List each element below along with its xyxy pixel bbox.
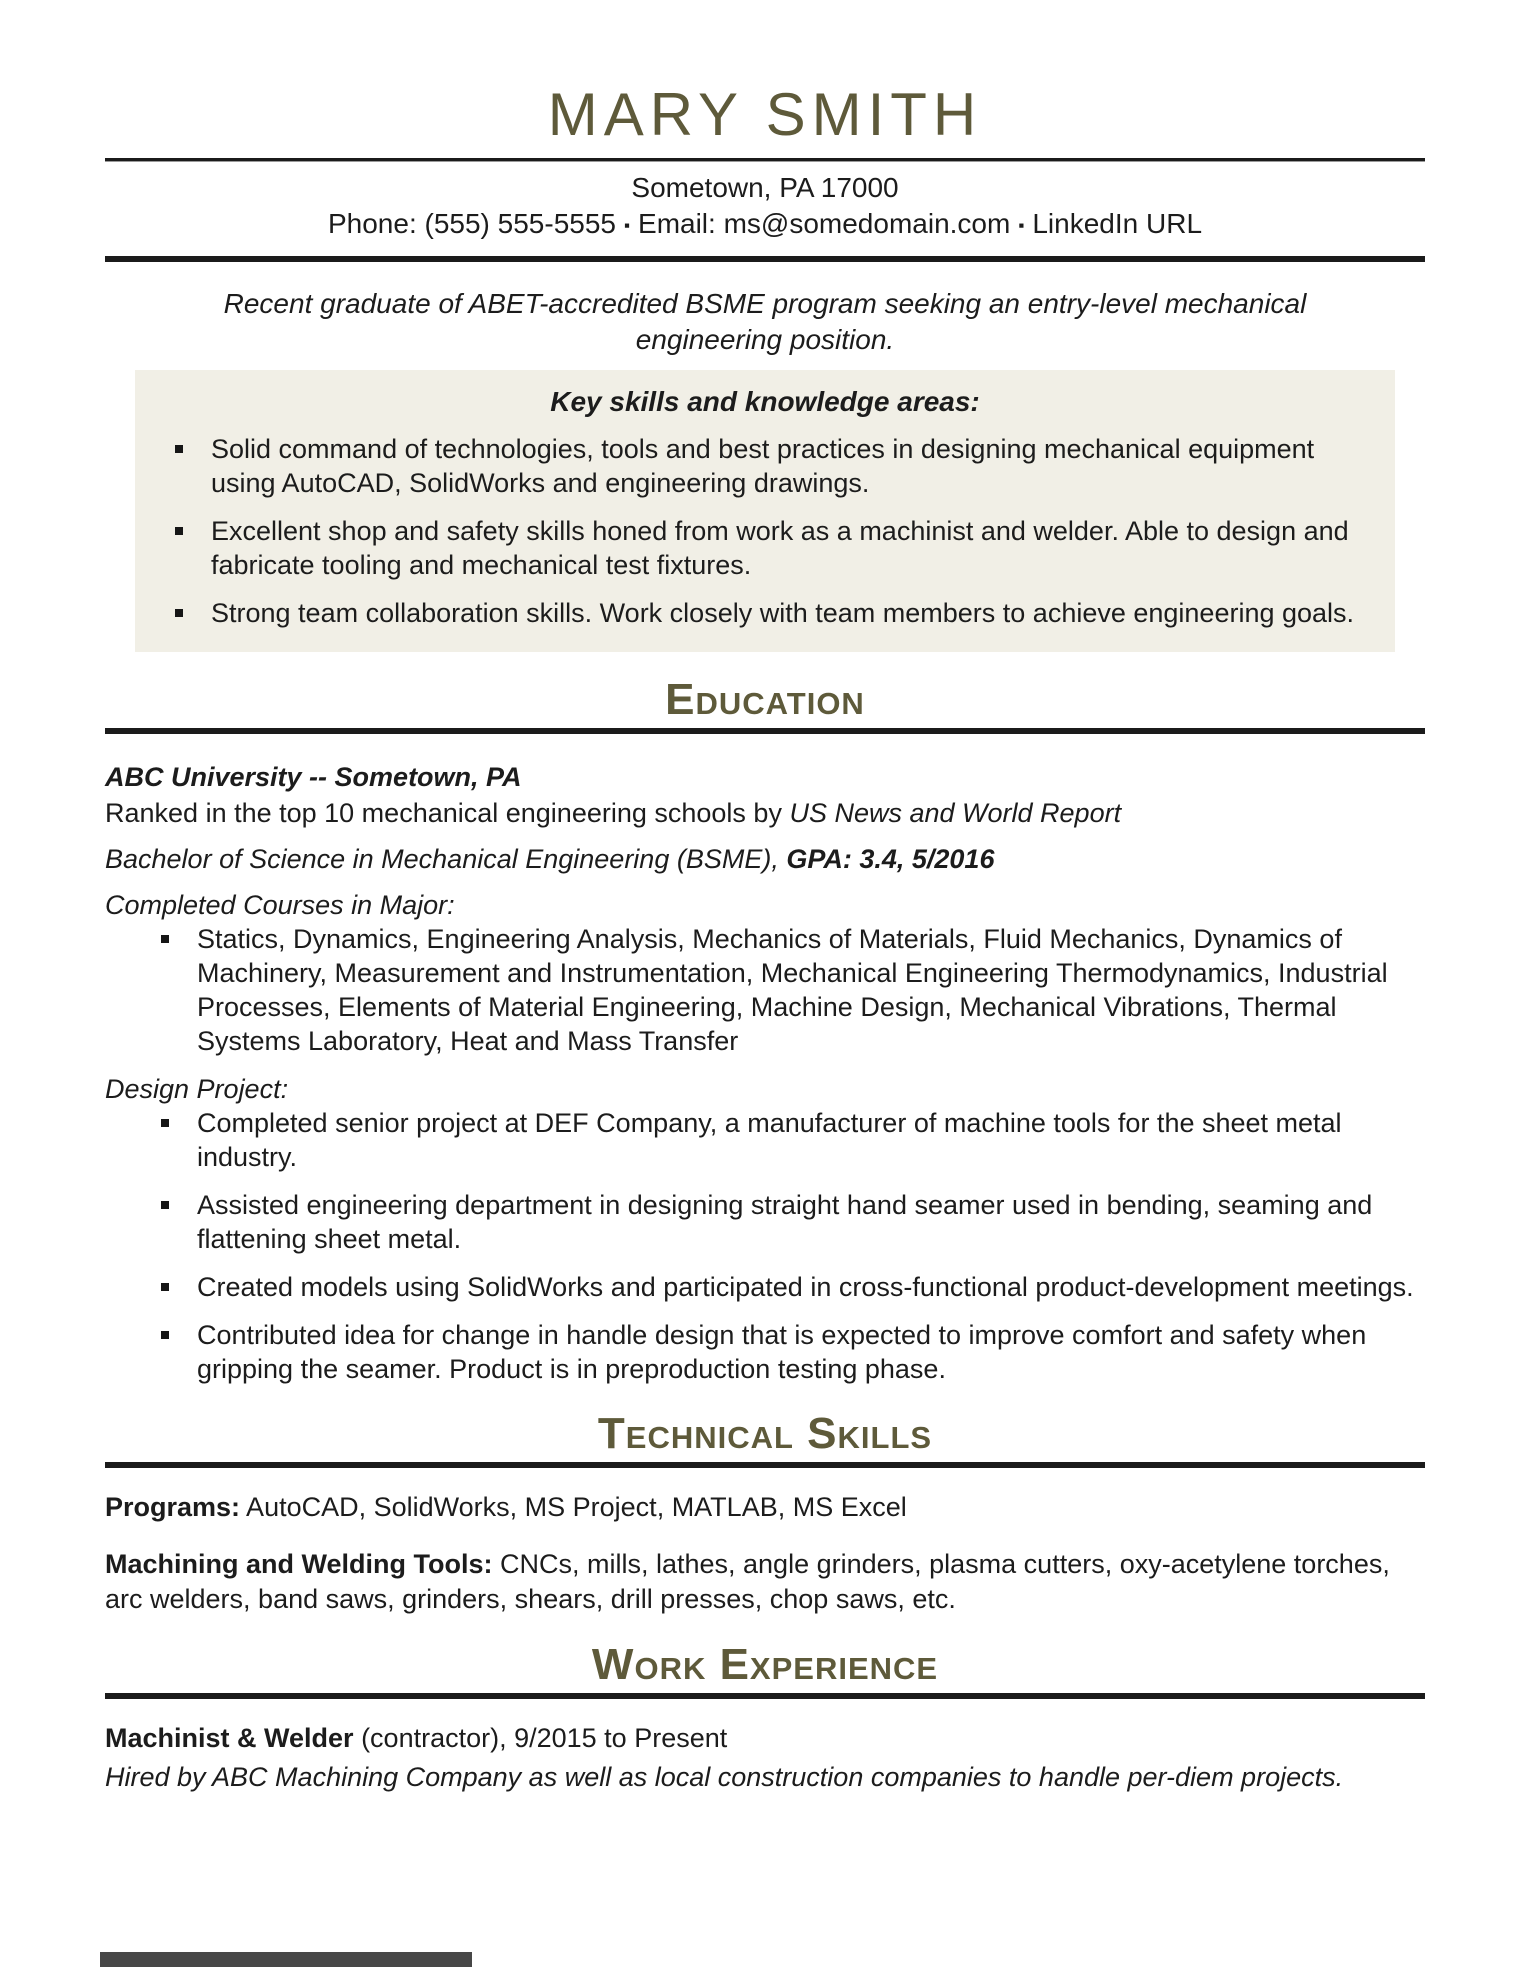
key-skills-title: Key skills and knowledge areas: <box>550 386 980 417</box>
design-project-label: Design Project: <box>105 1074 289 1104</box>
job-title-line <box>105 1721 1425 1756</box>
section-heading-education: Education <box>665 675 865 724</box>
heading-rule <box>105 728 1425 734</box>
bullet-square-icon <box>161 935 169 943</box>
header-rule <box>105 256 1425 262</box>
bottom-page-bar <box>100 1952 472 1967</box>
tools-value: CNCs, mills, lathes, angle grinders, plasma cutters, oxy-acetylene torches, arc welders, band saws, grinders, shears, drill presses, chop saws, etc. <box>105 1549 1390 1614</box>
section-technical-skills <box>105 1410 1425 1617</box>
key-skills-box <box>135 370 1395 652</box>
design-project-item <box>105 1106 1425 1174</box>
job-title: Machinist & Welder <box>105 1723 354 1753</box>
key-skill-item <box>141 596 1361 630</box>
design-project-item <box>105 1188 1425 1256</box>
section-heading-work-experience: Work Experience <box>591 1640 939 1689</box>
key-skill-text: Solid command of technologies, tools and best practices in designing mechanical equipment using AutoCAD, SolidWorks and engineering drawings. <box>211 434 1315 498</box>
programs-label: Programs: <box>105 1492 241 1522</box>
bullet-square-icon <box>175 445 183 453</box>
publication-name: US News and World Report <box>789 798 1122 828</box>
design-project-item <box>105 1318 1425 1386</box>
gpa-text: GPA: 3.4, 5/2016 <box>786 844 995 874</box>
degree-text: Bachelor of Science in Mechanical Engineering (BSME), <box>105 844 787 874</box>
heading-rule <box>105 1693 1425 1699</box>
design-project-list <box>105 1106 1425 1386</box>
separator-square-icon: ▪ <box>623 216 631 235</box>
course-list-item <box>105 922 1425 1058</box>
design-project-text: Completed senior project at DEF Company, a manufacturer of machine tools for the sheet metal industry. <box>197 1108 1342 1172</box>
job-description: Hired by ABC Machining Company as well as local construction companies to handle per-diem projects. <box>105 1762 1344 1792</box>
bullet-square-icon <box>175 527 183 535</box>
programs-line <box>105 1490 1425 1525</box>
key-skill-item <box>141 514 1361 582</box>
separator-square-icon: ▪ <box>1018 216 1025 235</box>
bullet-square-icon <box>161 1331 169 1339</box>
bullet-square-icon <box>161 1283 169 1291</box>
contact-line <box>105 206 1425 244</box>
tools-label: Machining and Welding Tools: <box>105 1549 493 1579</box>
section-heading-technical-skills: Technical Skills <box>597 1409 933 1458</box>
programs-value: AutoCAD, SolidWorks, MS Project, MATLAB, MS Excel <box>240 1492 907 1522</box>
design-project-text: Created models using SolidWorks and participated in cross-functional product-development meetings. <box>197 1272 1414 1302</box>
bullet-square-icon <box>161 1201 169 1209</box>
tools-line <box>105 1547 1425 1617</box>
courses-label: Completed Courses in Major: <box>105 890 455 920</box>
course-list-text: Statics, Dynamics, Engineering Analysis, Mechanics of Materials, Fluid Mechanics, Dynamics of Machinery, Measurement and Instrumentation, Mechanical Engineering Thermodynamics, Industrial Processes, Elements of Material Engineering, Machine Design, Mechanical Vibrations, Thermal Systems Laboratory, Heat and Mass Transfer <box>197 924 1388 1056</box>
key-skill-text: Strong team collaboration skills. Work closely with team members to achieve engineering goals. <box>211 598 1355 628</box>
courses-list <box>105 922 1425 1058</box>
ranked-text: Ranked in the top 10 mechanical engineering schools by <box>105 798 790 828</box>
key-skills-list <box>141 432 1361 630</box>
name-rule <box>105 158 1425 162</box>
degree-line <box>105 842 1425 876</box>
design-project-text: Contributed idea for change in handle design that is expected to improve comfort and safety when gripping the seamer. Product is in preproduction testing phase. <box>197 1320 1367 1384</box>
heading-rule <box>105 1462 1425 1468</box>
objective-text: Recent graduate of ABET-accredited BSME program seeking an entry-level mechanical engineering position. <box>223 288 1307 355</box>
school-line: ABC University -- Sometown, PA <box>105 762 522 792</box>
page-title: MARY SMITH <box>547 81 983 148</box>
ranked-line <box>105 796 1425 830</box>
key-skill-item <box>141 432 1361 500</box>
design-project-text: Assisted engineering department in designing straight hand seamer used in bending, seaming and flattening sheet metal. <box>197 1190 1373 1254</box>
key-skill-text: Excellent shop and safety skills honed from work as a machinist and welder. Able to design and fabricate tooling and mechanical test fixtures. <box>211 516 1349 580</box>
job-meta: (contractor), 9/2015 to Present <box>353 1723 728 1753</box>
address-line: Sometown, PA 17000 <box>631 172 899 203</box>
bullet-square-icon <box>175 609 183 617</box>
phone-text: Phone: (555) 555-5555 <box>327 208 616 239</box>
section-education <box>105 676 1425 1386</box>
email-text: Email: ms@somedomain.com <box>638 208 1011 239</box>
linkedin-text: LinkedIn URL <box>1032 208 1203 239</box>
design-project-item <box>105 1270 1425 1304</box>
section-work-experience <box>105 1641 1425 1795</box>
bullet-square-icon <box>161 1119 169 1127</box>
